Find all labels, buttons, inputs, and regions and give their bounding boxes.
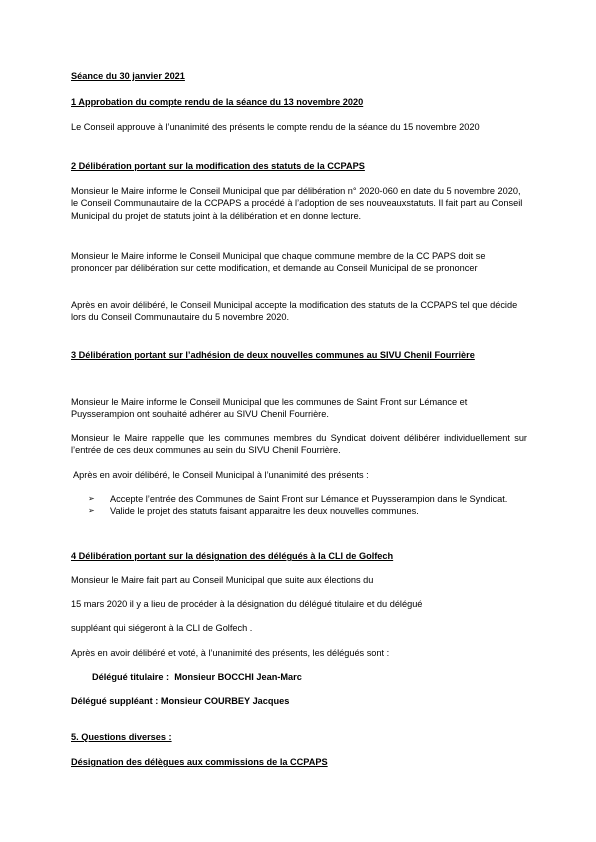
list-item xyxy=(71,505,527,517)
section-4-paragraph-2: 15 mars 2020 il y a lieu de procéder à la désignation du délégué titulaire et du délégué xyxy=(71,599,423,609)
delegue-suppleant: Délégué suppléant : Monsieur COURBEY Jacques xyxy=(71,696,290,706)
list-item xyxy=(71,493,527,505)
arrow-bullet-icon: ➢ xyxy=(88,506,95,516)
section-3-paragraph-1: Monsieur le Maire informe le Conseil Municipal que les communes de Saint Front sur Lémance et Puysserampion ont souhaité adhérer au SIVU Chenil Fourrière. xyxy=(71,397,468,420)
seance-title: Séance du 30 janvier 2021 xyxy=(71,71,185,81)
section-1-paragraph: Le Conseil approuve à l’unanimité des présents le compte rendu de la séance du 15 novembre 2020 xyxy=(71,122,480,132)
section-2-paragraph-3: Après en avoir délibéré, le Conseil Municipal accepte la modification des statuts de la CCPAPS tel que décide lors du Conseil Communautaire du 5 novembre 2020. xyxy=(71,300,518,323)
section-4-paragraph-4: Après en avoir délibéré et voté, à l’unanimité des présents, les délégués sont : xyxy=(71,648,390,658)
bullet-text: Accepte l’entrée des Communes de Saint Front sur Lémance et Puysserampion dans le Syndicat. xyxy=(110,494,508,504)
section-3-paragraph-3: Après en avoir délibéré, le Conseil Municipal à l’unanimité des présents : xyxy=(71,470,369,480)
section-3-paragraph-2: Monsieur le Maire rappelle que les communes membres du Syndicat doivent délibérer individuellement sur l’entrée de ces deux communes au sein du SIVU Chenil Fourrière. xyxy=(71,433,527,456)
section-4-paragraph-1: Monsieur le Maire fait part au Conseil Municipal que suite aux élections du xyxy=(71,575,374,585)
section-4-heading: 4 Délibération portant sur la désignation des délégués à la CLI de Golfech xyxy=(71,551,394,561)
section-3-bullet-list xyxy=(71,493,527,518)
section-1-heading: 1 Approbation du compte rendu de la séance du 13 novembre 2020 xyxy=(71,97,364,107)
section-4-paragraph-3: suppléant qui siégeront à la CLI de Golfech . xyxy=(71,623,253,633)
section-2-heading: 2 Délibération portant sur la modification des statuts de la CCPAPS xyxy=(71,161,365,171)
section-5-heading: 5. Questions diverses : xyxy=(71,732,172,742)
section-2-paragraph-2: Monsieur le Maire informe le Conseil Municipal que chaque commune membre de la CC PAPS doit se prononcer par délibération sur cette modification, et demande au Conseil Municipal de se prononcer xyxy=(71,251,486,274)
arrow-bullet-icon: ➢ xyxy=(88,494,95,503)
delegue-titulaire: Délégué titulaire : Monsieur BOCCHI Jean-Marc xyxy=(92,672,302,682)
section-5-subheading: Désignation des délègues aux commissions de la CCPAPS xyxy=(71,757,328,767)
section-2-paragraph-1: Monsieur le Maire informe le Conseil Municipal que par délibération n° 2020-060 en date du 5 novembre 2020, le Conseil Communautaire de la CCPAPS a procédé à l’adoption de ses nouveauxstatuts. Il fait part au Conseil Municipal du projet de statuts joint à la délibération et en donne lecture. xyxy=(71,186,523,221)
bullet-text: Valide le projet des statuts faisant apparaitre les deux nouvelles communes. xyxy=(110,506,419,517)
section-3-heading: 3 Délibération portant sur l’adhésion de deux nouvelles communes au SIVU Chenil Fourrière xyxy=(71,350,475,360)
